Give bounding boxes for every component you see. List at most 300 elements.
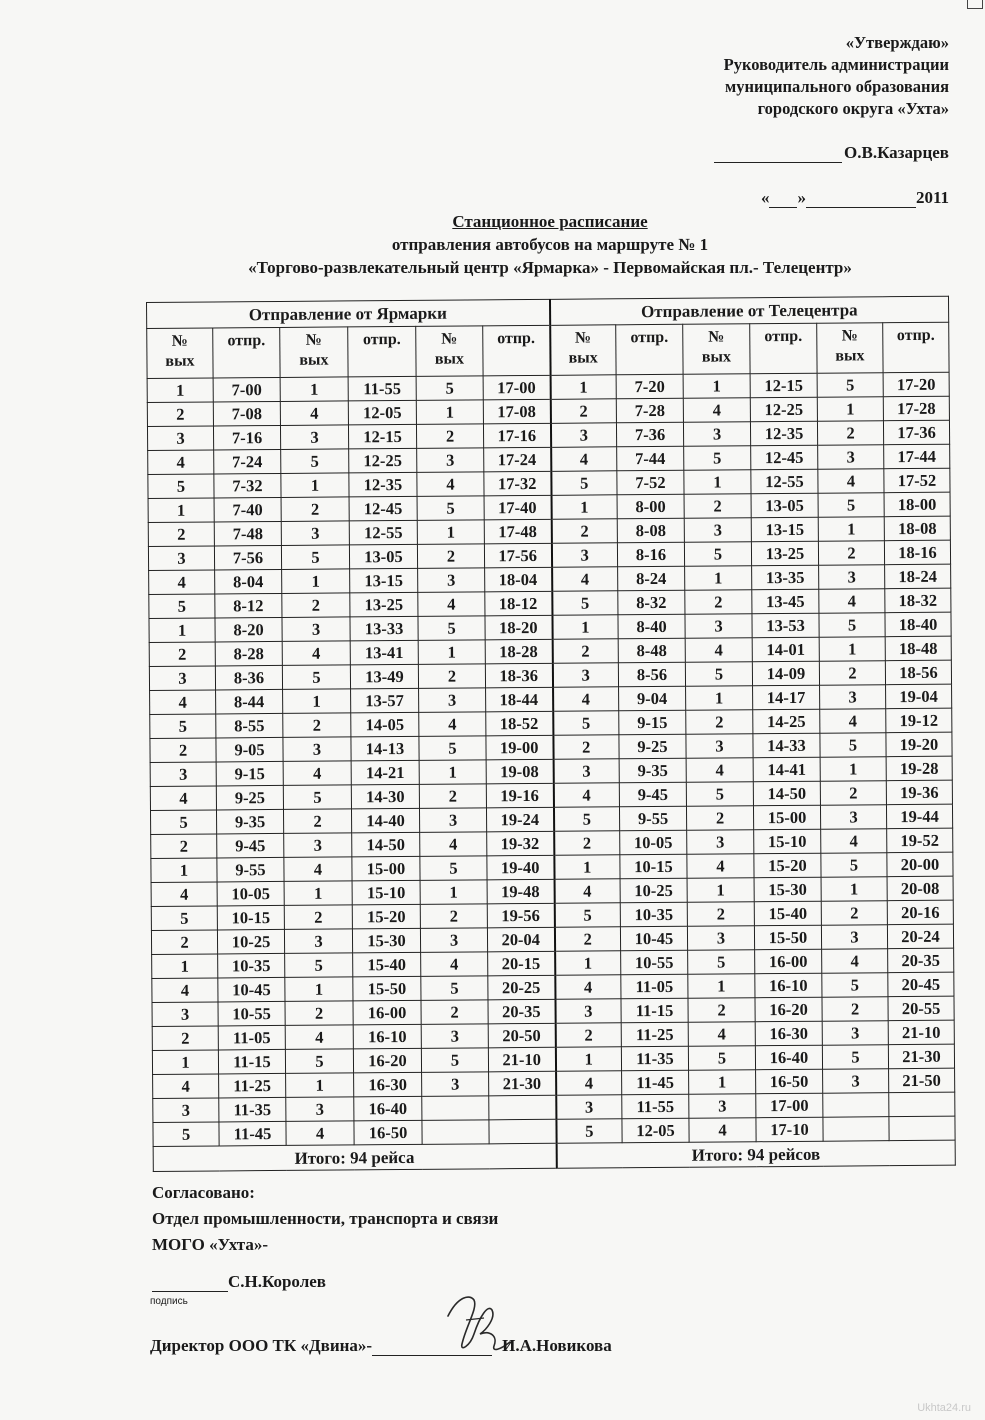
departure-time-cell: 8-00 xyxy=(617,494,684,519)
exit-number-cell: 2 xyxy=(419,784,486,809)
departure-time-cell: 10-25 xyxy=(620,878,687,903)
departure-time-cell: 10-45 xyxy=(218,977,285,1002)
exit-number-cell: 5 xyxy=(419,736,486,761)
departure-time-cell: 15-20 xyxy=(352,904,420,929)
departure-time-cell: 19-36 xyxy=(886,780,952,805)
exit-number-cell: 2 xyxy=(148,522,214,547)
signature-caption: подпись xyxy=(150,1296,188,1307)
departure-time-cell: 14-30 xyxy=(351,784,419,809)
exit-number-cell: 4 xyxy=(683,398,750,423)
departure-time-cell: 17-16 xyxy=(483,423,550,448)
agreed-department: Отдел промышленности, транспорта и связи xyxy=(152,1209,499,1228)
departure-time-cell: 7-24 xyxy=(214,449,281,474)
exit-number-cell: 1 xyxy=(683,374,750,399)
departure-time-cell: 12-05 xyxy=(348,400,416,425)
exit-number-cell: 2 xyxy=(550,399,616,424)
departure-time-cell: 8-04 xyxy=(215,569,282,594)
exit-number-cell: 1 xyxy=(416,400,483,425)
departure-time-cell: 14-21 xyxy=(351,760,419,785)
departure-time-cell: 11-55 xyxy=(348,376,416,401)
departure-time-cell: 19-16 xyxy=(486,783,553,808)
exit-number-cell: 1 xyxy=(684,470,751,495)
departure-time-cell: 13-53 xyxy=(752,613,819,638)
column-header-exit-word: вых xyxy=(165,352,195,370)
departure-time-cell: 14-50 xyxy=(753,781,820,806)
departure-time-cell: 8-36 xyxy=(215,665,282,690)
exit-number-cell: 1 xyxy=(817,397,883,422)
exit-number-cell: 5 xyxy=(685,662,752,687)
exit-number-cell: 4 xyxy=(818,469,884,494)
departure-time-cell: 20-16 xyxy=(887,900,953,925)
exit-number-cell: 1 xyxy=(555,951,621,976)
exit-number-cell: 5 xyxy=(820,733,886,758)
departure-time-cell: 17-24 xyxy=(484,447,551,472)
exit-number-cell: 3 xyxy=(419,688,486,713)
departure-time-cell xyxy=(889,1092,955,1117)
group-header-yarmarka: Отправление от Ярмарки xyxy=(147,299,550,328)
exit-number-cell: 1 xyxy=(286,1073,354,1098)
exit-number-cell: 1 xyxy=(152,1050,218,1075)
column-header-number-sign: № xyxy=(708,328,725,346)
column-header-exit-number xyxy=(817,323,883,374)
departure-time-cell: 9-15 xyxy=(216,761,283,786)
exit-number-cell: 3 xyxy=(150,762,216,787)
exit-number-cell xyxy=(422,1096,489,1121)
exit-number-cell: 5 xyxy=(153,1122,219,1147)
exit-number-cell: 3 xyxy=(281,521,349,546)
column-header-exit-word: вых xyxy=(299,351,329,369)
departure-time-cell: 17-00 xyxy=(756,1093,823,1118)
exit-number-cell: 4 xyxy=(820,709,886,734)
exit-number-cell: 3 xyxy=(417,448,484,473)
exit-number-cell: 5 xyxy=(420,856,487,881)
departure-time-cell: 12-45 xyxy=(751,445,818,470)
exit-number-cell: 2 xyxy=(150,738,216,763)
date-open-quote: « xyxy=(760,188,770,207)
exit-number-cell: 2 xyxy=(151,834,217,859)
departure-time-cell: 7-44 xyxy=(617,446,684,471)
exit-number-cell: 2 xyxy=(149,642,215,667)
exit-number-cell: 1 xyxy=(687,878,754,903)
departure-time-cell: 15-40 xyxy=(353,952,421,977)
approval-line: Руководитель администрации xyxy=(723,55,949,74)
departure-time-cell: 16-10 xyxy=(755,973,822,998)
departure-time-cell: 7-20 xyxy=(616,374,683,399)
departure-time-cell: 16-00 xyxy=(353,1000,421,1025)
exit-number-cell: 4 xyxy=(689,1118,756,1143)
departure-time-cell: 11-35 xyxy=(621,1046,688,1071)
exit-number-cell: 3 xyxy=(550,423,616,448)
approval-date-line xyxy=(761,188,949,208)
exit-number-cell: 4 xyxy=(283,761,351,786)
departure-time-cell: 11-15 xyxy=(621,998,688,1023)
departure-time-cell: 9-04 xyxy=(619,686,686,711)
exit-number-cell: 5 xyxy=(283,785,351,810)
exit-number-cell: 1 xyxy=(281,473,349,498)
exit-number-cell: 5 xyxy=(416,376,483,401)
departure-time-cell: 12-55 xyxy=(349,520,417,545)
exit-number-cell: 3 xyxy=(820,685,886,710)
departure-time-cell: 15-40 xyxy=(754,901,821,926)
departure-time-cell: 12-25 xyxy=(750,397,817,422)
exit-number-cell: 1 xyxy=(148,498,214,523)
column-header-exit-number xyxy=(683,324,750,375)
schedule-table xyxy=(146,296,956,1172)
departure-time-cell: 15-00 xyxy=(753,805,820,830)
exit-number-cell: 3 xyxy=(422,1072,489,1097)
departure-time-cell: 15-30 xyxy=(754,877,821,902)
exit-number-cell: 5 xyxy=(552,591,618,616)
exit-number-cell: 2 xyxy=(281,497,349,522)
departure-time-cell: 11-25 xyxy=(219,1073,286,1098)
departure-time-cell: 17-32 xyxy=(484,471,551,496)
departure-time-cell: 16-20 xyxy=(353,1048,421,1073)
exit-number-cell: 4 xyxy=(284,857,352,882)
exit-number-cell: 5 xyxy=(819,613,885,638)
director-label: Директор ООО ТК «Двина»- xyxy=(150,1336,373,1355)
exit-number-cell: 3 xyxy=(419,808,486,833)
departure-time-cell: 20-50 xyxy=(488,1023,555,1048)
exit-number-cell: 2 xyxy=(551,519,617,544)
exit-number-cell: 1 xyxy=(821,877,887,902)
exit-number-cell: 1 xyxy=(686,686,753,711)
exit-number-cell: 5 xyxy=(821,853,887,878)
departure-time-cell: 20-35 xyxy=(488,999,555,1024)
departure-time-cell: 16-40 xyxy=(354,1096,422,1121)
exit-number-cell: 4 xyxy=(819,589,885,614)
departure-time-cell: 13-33 xyxy=(350,616,418,641)
exit-number-cell: 3 xyxy=(821,925,887,950)
exit-number-cell: 5 xyxy=(822,973,888,998)
departure-time-cell: 7-48 xyxy=(214,521,281,546)
exit-number-cell: 3 xyxy=(555,999,621,1024)
exit-number-cell: 4 xyxy=(554,879,620,904)
departure-time-cell: 14-17 xyxy=(753,685,820,710)
exit-number-cell: 2 xyxy=(417,544,484,569)
departure-time-cell: 8-32 xyxy=(618,590,685,615)
exit-number-cell: 1 xyxy=(554,855,620,880)
exit-number-cell: 2 xyxy=(151,930,217,955)
exit-number-cell: 5 xyxy=(688,950,755,975)
departure-time-cell: 17-44 xyxy=(884,444,950,469)
exit-number-cell: 1 xyxy=(419,760,486,785)
exit-number-cell: 4 xyxy=(149,570,215,595)
departure-time-cell: 10-35 xyxy=(620,902,687,927)
departure-time-cell: 11-15 xyxy=(218,1049,285,1074)
departure-time-cell: 18-08 xyxy=(884,516,950,541)
exit-number-cell: 1 xyxy=(555,1047,621,1072)
exit-number-cell: 4 xyxy=(280,401,348,426)
departure-time-cell: 21-30 xyxy=(489,1071,556,1096)
column-header-row xyxy=(147,322,949,378)
exit-number-cell: 5 xyxy=(149,594,215,619)
departure-time-cell: 12-15 xyxy=(348,424,416,449)
title-line-1: Станционное расписание xyxy=(452,212,648,231)
departure-time-cell: 9-05 xyxy=(216,737,283,762)
departure-time-cell: 13-25 xyxy=(751,541,818,566)
departure-time-cell xyxy=(489,1119,556,1144)
approval-signature-line xyxy=(714,143,949,163)
exit-number-cell: 2 xyxy=(555,1023,621,1048)
exit-number-cell: 2 xyxy=(688,998,755,1023)
exit-number-cell: 2 xyxy=(687,902,754,927)
exit-number-cell: 5 xyxy=(684,446,751,471)
exit-number-cell: 4 xyxy=(556,1071,622,1096)
exit-number-cell: 1 xyxy=(417,520,484,545)
departure-time-cell: 17-10 xyxy=(756,1117,823,1142)
exit-number-cell: 3 xyxy=(687,926,754,951)
departure-time-cell: 10-55 xyxy=(218,1001,285,1026)
exit-number-cell: 4 xyxy=(148,450,214,475)
exit-number-cell: 2 xyxy=(284,905,352,930)
departure-time-cell: 9-25 xyxy=(619,734,686,759)
exit-number-cell: 2 xyxy=(686,710,753,735)
departure-time-cell: 17-08 xyxy=(483,399,550,424)
departure-time-cell: 8-40 xyxy=(618,614,685,639)
exit-number-cell: 4 xyxy=(687,854,754,879)
departure-time-cell: 16-50 xyxy=(354,1120,422,1145)
departure-time-cell: 19-12 xyxy=(886,708,952,733)
exit-number-cell: 2 xyxy=(817,421,883,446)
exit-number-cell: 4 xyxy=(153,1074,219,1099)
title-line-2: отправления автобусов на маршруте № 1 xyxy=(391,235,709,254)
departure-time-cell: 14-05 xyxy=(351,712,419,737)
exit-number-cell: 5 xyxy=(817,373,883,398)
exit-number-cell: 2 xyxy=(686,806,753,831)
departure-time-cell: 17-20 xyxy=(883,372,949,397)
departure-time-cell: 14-13 xyxy=(351,736,419,761)
departure-time-cell: 18-00 xyxy=(884,492,950,517)
departure-time-cell: 20-24 xyxy=(887,924,953,949)
departure-time-cell: 18-48 xyxy=(885,636,951,661)
departure-time-cell: 21-50 xyxy=(889,1068,955,1093)
exit-number-cell: 3 xyxy=(147,426,213,451)
exit-number-cell: 4 xyxy=(821,829,887,854)
exit-number-cell: 3 xyxy=(684,518,751,543)
exit-number-cell: 4 xyxy=(419,712,486,737)
exit-number-cell: 4 xyxy=(420,832,487,857)
exit-number-cell: 4 xyxy=(553,687,619,712)
exit-number-cell: 5 xyxy=(688,1046,755,1071)
exit-number-cell: 5 xyxy=(818,493,884,518)
exit-number-cell: 1 xyxy=(282,569,350,594)
departure-time-cell: 11-05 xyxy=(621,974,688,999)
departure-time-cell: 18-24 xyxy=(885,564,951,589)
column-header-exit-number xyxy=(147,328,213,379)
exit-number-cell: 5 xyxy=(554,903,620,928)
departure-time-cell: 18-40 xyxy=(885,612,951,637)
departure-time-cell: 12-45 xyxy=(349,496,417,521)
exit-number-cell: 3 xyxy=(820,805,886,830)
exit-number-cell: 3 xyxy=(551,543,617,568)
exit-number-cell: 3 xyxy=(284,929,352,954)
exit-number-cell: 5 xyxy=(150,810,216,835)
date-close-quote: » xyxy=(797,188,806,207)
group-header-telecentr: Отправление от Телецентра xyxy=(549,296,948,325)
exit-number-cell: 3 xyxy=(822,1021,888,1046)
departure-time-cell: 7-40 xyxy=(214,497,281,522)
exit-number-cell: 4 xyxy=(150,690,216,715)
column-header-departure: отпр. xyxy=(750,323,817,374)
departure-time-cell: 7-08 xyxy=(213,401,280,426)
exit-number-cell: 1 xyxy=(152,954,218,979)
total-right: Итого: 94 рейсов xyxy=(556,1140,955,1168)
exit-number-cell: 2 xyxy=(821,901,887,926)
departure-time-cell: 13-41 xyxy=(350,640,418,665)
column-header-departure: отпр. xyxy=(213,327,280,378)
departure-time-cell: 15-10 xyxy=(754,829,821,854)
column-header-number-sign: № xyxy=(574,329,592,347)
exit-number-cell: 3 xyxy=(552,663,618,688)
departure-time-cell: 7-16 xyxy=(213,425,280,450)
exit-number-cell xyxy=(823,1117,889,1142)
departure-time-cell: 8-16 xyxy=(617,542,684,567)
column-header-departure: отпр. xyxy=(883,322,949,373)
exit-number-cell: 2 xyxy=(416,424,483,449)
departure-time-cell: 14-41 xyxy=(753,757,820,782)
agreed-block xyxy=(152,1180,498,1258)
departure-time-cell: 18-04 xyxy=(485,567,552,592)
exit-number-cell: 5 xyxy=(551,471,617,496)
departure-time-cell: 10-15 xyxy=(620,854,687,879)
exit-number-cell: 4 xyxy=(151,882,217,907)
exit-number-cell: 4 xyxy=(553,783,619,808)
departure-time-cell: 20-00 xyxy=(887,852,953,877)
departure-time-cell: 13-05 xyxy=(751,493,818,518)
exit-number-cell: 3 xyxy=(153,1098,219,1123)
exit-number-cell: 5 xyxy=(281,545,349,570)
exit-number-cell: 3 xyxy=(283,737,351,762)
exit-number-cell: 2 xyxy=(282,593,350,618)
departure-time-cell xyxy=(489,1095,556,1120)
approval-line: городского округа «Ухта» xyxy=(757,99,949,118)
departure-time-cell: 13-15 xyxy=(350,568,418,593)
departure-time-cell: 17-28 xyxy=(883,396,949,421)
exit-number-cell: 3 xyxy=(282,617,350,642)
exit-number-cell: 1 xyxy=(283,689,351,714)
departure-time-cell: 19-40 xyxy=(487,855,554,880)
korolev-name: С.Н.Королев xyxy=(228,1272,326,1291)
departure-time-cell: 13-57 xyxy=(351,688,419,713)
exit-number-cell: 3 xyxy=(683,422,750,447)
departure-time-cell: 10-35 xyxy=(218,953,285,978)
exit-number-cell: 5 xyxy=(282,665,350,690)
exit-number-cell: 4 xyxy=(150,786,216,811)
departure-time-cell: 18-32 xyxy=(885,588,951,613)
exit-number-cell xyxy=(422,1120,489,1145)
exit-number-cell: 5 xyxy=(418,616,485,641)
exit-number-cell: 1 xyxy=(819,637,885,662)
departure-time-cell: 9-35 xyxy=(216,809,283,834)
exit-number-cell: 2 xyxy=(554,831,620,856)
exit-number-cell: 2 xyxy=(147,402,213,427)
exit-number-cell: 3 xyxy=(685,614,752,639)
exit-number-cell: 4 xyxy=(552,567,618,592)
departure-time-cell: 17-40 xyxy=(484,495,551,520)
departure-time-cell: 8-56 xyxy=(618,662,685,687)
departure-time-cell: 20-25 xyxy=(488,975,555,1000)
exit-number-cell: 2 xyxy=(818,541,884,566)
signature-blank xyxy=(714,144,842,163)
departure-time-cell: 17-48 xyxy=(484,519,551,544)
departure-time-cell: 13-45 xyxy=(752,589,819,614)
exit-number-cell: 5 xyxy=(553,807,619,832)
exit-number-cell: 5 xyxy=(684,542,751,567)
departure-time-cell: 17-00 xyxy=(483,375,550,400)
exit-number-cell: 2 xyxy=(819,661,885,686)
exit-number-cell: 3 xyxy=(689,1094,756,1119)
exit-number-cell: 3 xyxy=(418,568,485,593)
departure-time-cell: 20-15 xyxy=(488,951,555,976)
exit-number-cell: 2 xyxy=(283,809,351,834)
column-header-departure: отпр. xyxy=(616,324,683,375)
departure-time-cell: 8-48 xyxy=(618,638,685,663)
director-signature-line xyxy=(150,1336,612,1356)
departure-time-cell: 11-25 xyxy=(621,1022,688,1047)
departure-time-cell: 7-52 xyxy=(617,470,684,495)
departure-time-cell: 20-04 xyxy=(487,927,554,952)
departure-time-cell: 15-50 xyxy=(754,925,821,950)
departure-time-cell: 8-55 xyxy=(216,713,283,738)
exit-number-cell: 3 xyxy=(553,759,619,784)
signature-blank xyxy=(152,1275,228,1292)
departure-time-cell: 15-10 xyxy=(352,880,420,905)
exit-number-cell: 5 xyxy=(822,1045,888,1070)
departure-time-cell: 8-12 xyxy=(215,593,282,618)
departure-time-cell: 16-30 xyxy=(755,1021,822,1046)
departure-time-cell xyxy=(889,1116,955,1141)
departure-time-cell: 7-00 xyxy=(213,377,280,402)
departure-time-cell: 14-50 xyxy=(352,832,420,857)
departure-time-cell: 12-05 xyxy=(622,1118,689,1143)
column-header-number-sign: № xyxy=(441,330,458,348)
departure-time-cell: 9-45 xyxy=(619,782,686,807)
exit-number-cell: 3 xyxy=(556,1095,622,1120)
departure-time-cell: 19-56 xyxy=(487,903,554,928)
departure-time-cell: 19-48 xyxy=(487,879,554,904)
departure-time-cell: 14-25 xyxy=(753,709,820,734)
departure-time-cell: 17-56 xyxy=(484,543,551,568)
exit-number-cell: 1 xyxy=(689,1070,756,1095)
exit-number-cell: 5 xyxy=(417,496,484,521)
exit-number-cell: 2 xyxy=(685,590,752,615)
exit-number-cell: 3 xyxy=(420,928,487,953)
departure-time-cell: 18-56 xyxy=(885,660,951,685)
exit-number-cell: 2 xyxy=(421,1000,488,1025)
departure-time-cell: 16-30 xyxy=(354,1072,422,1097)
exit-number-cell: 1 xyxy=(418,640,485,665)
departure-time-cell: 19-00 xyxy=(486,735,553,760)
column-header-departure: отпр. xyxy=(348,326,416,377)
departure-time-cell: 15-20 xyxy=(754,853,821,878)
departure-time-cell: 9-45 xyxy=(217,833,284,858)
exit-number-cell: 1 xyxy=(285,977,353,1002)
exit-number-cell: 5 xyxy=(421,1048,488,1073)
exit-number-cell: 2 xyxy=(420,904,487,929)
exit-number-cell: 1 xyxy=(688,974,755,999)
departure-time-cell: 12-25 xyxy=(349,448,417,473)
departure-time-cell: 16-40 xyxy=(755,1045,822,1070)
departure-time-cell: 20-08 xyxy=(887,876,953,901)
departure-time-cell: 18-28 xyxy=(485,639,552,664)
exit-number-cell: 4 xyxy=(285,1025,353,1050)
exit-number-cell: 5 xyxy=(151,906,217,931)
departure-time-cell: 7-56 xyxy=(214,545,281,570)
departure-time-cell: 8-44 xyxy=(216,689,283,714)
exit-number-cell: 3 xyxy=(686,734,753,759)
departure-time-cell: 8-24 xyxy=(618,566,685,591)
exit-number-cell: 4 xyxy=(685,638,752,663)
